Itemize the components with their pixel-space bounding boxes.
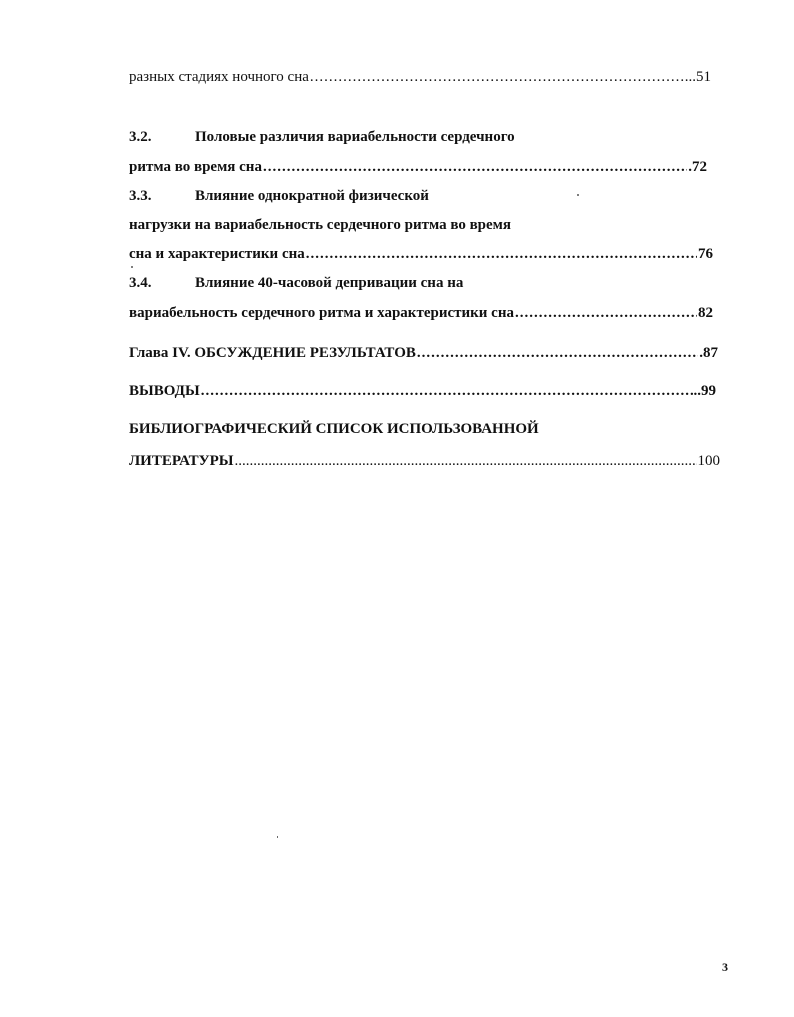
toc-section-3-2-heading	[129, 128, 515, 146]
toc-entry-conclusions	[129, 382, 716, 400]
scan-speck	[277, 836, 278, 838]
toc-entry-text: вариабельность сердечного ритма и характеристики сна	[129, 305, 514, 321]
toc-leader-dots	[263, 158, 687, 176]
section-title: Влияние 40-часовой депривации сна на	[195, 275, 464, 291]
toc-entry-3-4	[129, 304, 713, 322]
toc-leader-dots	[310, 68, 684, 86]
toc-section-3-3-continuation: нагрузки на вариабельность сердечного ритма во время	[129, 217, 512, 233]
toc-entry-3-3	[129, 245, 713, 263]
toc-entry-text: ЛИТЕРАТУРЫ	[129, 453, 234, 469]
toc-page-number: .72	[688, 159, 707, 175]
toc-entry-text: сна и характеристики сна	[129, 246, 305, 262]
toc-page-number: ..99	[693, 383, 716, 399]
section-number: 3.3.	[129, 188, 152, 204]
toc-entry-chapter-4	[129, 344, 718, 362]
toc-bibliography-heading: БИБЛИОГРАФИЧЕСКИЙ СПИСОК ИСПОЛЬЗОВАННОЙ	[129, 421, 539, 437]
toc-leader-dots	[235, 452, 697, 470]
toc-section-3-4-heading	[129, 274, 463, 292]
toc-entry-3-2	[129, 158, 707, 176]
toc-leader-dots	[306, 245, 697, 263]
toc-entry-text: ВЫВОДЫ	[129, 383, 200, 399]
toc-entry-sleep-stages	[129, 68, 711, 86]
toc-leader-dots	[417, 344, 698, 362]
toc-page-number: 76	[698, 246, 713, 262]
toc-entry-text: ритма во время сна	[129, 159, 262, 175]
toc-entry-text: разных стадиях ночного сна	[129, 69, 309, 85]
section-title: Половые различия вариабельности сердечного	[195, 129, 515, 145]
page-number: 3	[722, 960, 728, 974]
toc-entry-bibliography	[129, 452, 720, 470]
toc-leader-dots	[515, 304, 697, 322]
scan-speck	[131, 266, 133, 268]
scan-speck	[577, 194, 579, 196]
toc-section-3-3-heading	[129, 187, 429, 205]
section-number: 3.2.	[129, 129, 152, 145]
toc-page-number: 82	[698, 305, 713, 321]
section-number: 3.4.	[129, 275, 152, 291]
toc-page-number: 100	[697, 453, 720, 469]
toc-page-number: .87	[699, 345, 718, 361]
section-title: Влияние однократной физической	[195, 188, 429, 204]
toc-entry-text: Глава IV. ОБСУЖДЕНИЕ РЕЗУЛЬТАТОВ	[129, 345, 416, 361]
toc-page-number: ...51	[684, 69, 711, 85]
toc-leader-dots	[201, 382, 693, 400]
